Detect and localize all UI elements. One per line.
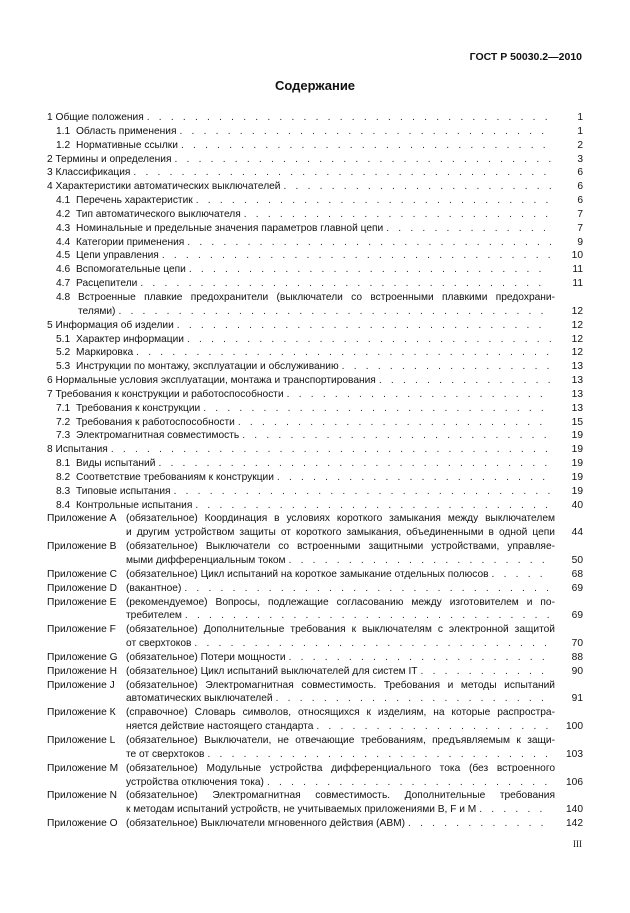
toc-entry[interactable]: 5.3 Инструкции по монтажу, эксплуатации и обслуживанию . . . 13 bbox=[47, 360, 583, 374]
toc-entry[interactable]: 7.3 Электромагнитная совместимость . . . 19 bbox=[47, 429, 583, 443]
toc-entry[interactable]: 4.2 Тип автоматического выключателя . . . 7 bbox=[47, 208, 583, 222]
toc-entry[interactable]: 8 Испытания . . . 19 bbox=[47, 443, 583, 457]
toc-entry[interactable]: 5.2 Маркировка . . . 12 bbox=[47, 346, 583, 360]
toc-appendix-entry[interactable]: Приложение Н (обязательное) Цикл испытаний выключателей для систем IT . . . 90 bbox=[47, 665, 583, 679]
toc-appendix-entry[interactable]: Приложение Е (рекомендуемое) Вопросы, подлежащие согласованию между изготовителем и по- требителем . . . 69 bbox=[47, 596, 583, 624]
toc-entry[interactable]: 4 Характеристики автоматических выключателей . . . 6 bbox=[47, 180, 583, 194]
toc-appendix-entry[interactable]: Приложение С (обязательное) Цикл испытаний на короткое замыкание отдельных полюсов . . . 68 bbox=[47, 568, 583, 582]
toc-entry[interactable]: 4.7 Расцепители . . . 11 bbox=[47, 277, 583, 291]
page-title: Содержание bbox=[274, 78, 356, 93]
toc-appendix-entry[interactable]: Приложение G (обязательное) Потери мощности . . . 88 bbox=[47, 651, 583, 665]
toc-entry[interactable]: 2 Термины и определения . . . 3 bbox=[47, 153, 583, 167]
toc-entry[interactable]: 6 Нормальные условия эксплуатации, монтажа и транспортирования . . . 13 bbox=[47, 374, 583, 388]
toc-entry[interactable]: 5 Информация об изделии . . . 12 bbox=[47, 319, 583, 333]
toc-entry[interactable]: 7.2 Требования к работоспособности . . . 15 bbox=[47, 416, 583, 430]
toc-entry[interactable]: 1.2 Нормативные ссылки . . . 2 bbox=[47, 139, 583, 153]
toc-appendix-entry[interactable]: Приложение F (обязательное) Дополнительные требования к выключателям с электронной защитой от сверхтоков . . . 70 bbox=[47, 623, 583, 651]
toc-entry[interactable]: 8.3 Типовые испытания . . . 19 bbox=[47, 485, 583, 499]
toc-entry[interactable]: 4.1 Перечень характеристик . . . 6 bbox=[47, 194, 583, 208]
toc-entry[interactable]: 4.3 Номинальные и предельные значения параметров главной цепи . . . 7 bbox=[47, 222, 583, 236]
toc-appendix-entry[interactable]: Приложение D (вакантное) . . . 69 bbox=[47, 582, 583, 596]
toc-entry[interactable]: 4.4 Категории применения . . . 9 bbox=[47, 236, 583, 250]
toc-entry[interactable]: 8.2 Соответствие требованиям к конструкции . . . 19 bbox=[47, 471, 583, 485]
toc-appendix-entry[interactable]: Приложение N (обязательное) Электромагнитная совместимость. Дополнительные требования к методам испытаний устройств, не учитываемых приложениями В, F и М . . . 140 bbox=[47, 789, 583, 817]
toc-appendix-entry[interactable]: Приложение L (обязательное) Выключатели, не отвечающие требованиям, предъявляемым к защи- те от сверхтоков . . . 103 bbox=[47, 734, 583, 762]
page-number: III bbox=[573, 839, 582, 849]
toc-appendix-entry[interactable]: Приложение J (обязательное) Электромагнитная совместимость. Требования и методы испытаний автоматических выключателей . . . 91 bbox=[47, 679, 583, 707]
toc-entry[interactable]: 8.4 Контрольные испытания . . . 40 bbox=[47, 499, 583, 513]
toc-appendix-entry[interactable]: Приложение А (обязательное) Координация в условиях короткого замыкания между выключателем и другим устройством защиты от короткого замыкания, объединенными в одной цепи 44 bbox=[47, 513, 583, 539]
toc-entry[interactable]: 7 Требования к конструкции и работоспособности . . . 13 bbox=[47, 388, 583, 402]
toc-appendix-entry[interactable]: Приложение В (обязательное) Выключатели со встроенными защитными устройствами, управляе- мыми дифференциальным током . . . 50 bbox=[47, 540, 583, 568]
toc-entry[interactable]: 4.8 Встроенные плавкие предохранители (выключатели со встроенными плавкими предохрани- телями) . . . 12 bbox=[47, 291, 583, 319]
toc-appendix-entry[interactable]: Приложение М (обязательное) Модульные устройства дифференциального тока (без встроенного устройства отключения тока) . . . 106 bbox=[47, 762, 583, 790]
table-of-contents bbox=[47, 111, 583, 831]
toc-appendix-entry[interactable]: Приложение О (обязательное) Выключатели мгновенного действия (АВМ) . . . 142 bbox=[47, 817, 583, 831]
document-code: ГОСТ Р 50030.2—2010 bbox=[469, 51, 582, 63]
toc-entry[interactable]: 1.1 Область применения . . . 1 bbox=[47, 125, 583, 139]
toc-entry[interactable]: 8.1 Виды испытаний . . . 19 bbox=[47, 457, 583, 471]
toc-entry[interactable]: 7.1 Требования к конструкции . . . 13 bbox=[47, 402, 583, 416]
toc-entry[interactable]: 3 Классификация . . . 6 bbox=[47, 166, 583, 180]
toc-entry[interactable]: 5.1 Характер информации . . . 12 bbox=[47, 333, 583, 347]
toc-entry[interactable]: 4.6 Вспомогательные цепи . . . 11 bbox=[47, 263, 583, 277]
toc-appendix-entry[interactable]: Приложение К (справочное) Словарь символов, относящихся к изделиям, на которые распростра- няется действие настоящего стандарта . . . 100 bbox=[47, 706, 583, 734]
toc-entry[interactable]: 4.5 Цепи управления . . . 10 bbox=[47, 249, 583, 263]
toc-entry[interactable]: 1 Общие положения . . . 1 bbox=[47, 111, 583, 125]
